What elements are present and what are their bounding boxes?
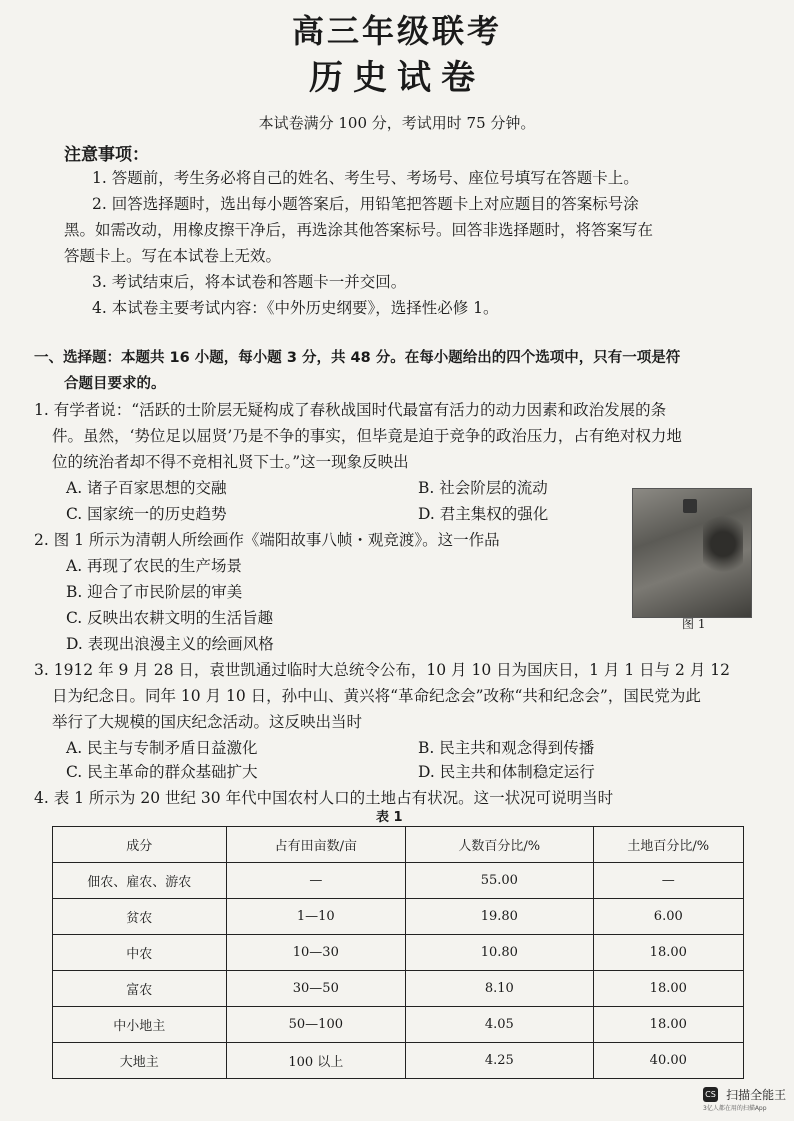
table-cell: 55.00 <box>406 863 594 899</box>
table-cell: 19.80 <box>406 899 594 935</box>
question-1-stem: 1. 有学者说：“活跃的士阶层无疑构成了春秋战国时代最富有活力的动力因素和政治发展的条 <box>34 401 667 419</box>
table-cell: — <box>593 863 743 899</box>
table-cell: 4.25 <box>406 1043 594 1079</box>
question-1-option-c: C. 国家统一的历史趋势 <box>66 505 227 523</box>
question-3-stem: 举行了大规模的国庆纪念活动。这反映出当时 <box>52 713 363 731</box>
table-cell: 100 以上 <box>226 1043 405 1079</box>
table-cell: 40.00 <box>593 1043 743 1079</box>
table-header-cell: 土地百分比/% <box>593 827 743 863</box>
table-row <box>53 971 744 1007</box>
table-cell: 10.80 <box>406 935 594 971</box>
question-1-stem: 件。虽然，‘势位足以屈贤’乃是不争的事实，但毕竟是迫于竞争的政治压力，占有绝对权力地 <box>52 427 682 445</box>
question-1-stem: 位的统治者却不得不竞相礼贤下士。”这一现象反映出 <box>52 453 409 471</box>
table-1-title: 表 1 <box>376 810 403 825</box>
table-row <box>53 863 744 899</box>
table-row <box>53 899 744 935</box>
tree-shape <box>703 509 743 579</box>
table-row <box>53 935 744 971</box>
scanner-tagline: 3亿人都在用的扫描App <box>703 1105 767 1112</box>
notice-line: 4. 本试卷主要考试内容：《中外历史纲要》，选择性必修 1。 <box>92 299 499 317</box>
table-cell: 8.10 <box>406 971 594 1007</box>
question-2-option-d: D. 表现出浪漫主义的绘画风格 <box>66 635 274 653</box>
notice-line: 黑。如需改动，用橡皮擦干净后，再选涂其他答案标号。回答非选择题时，将答案写在 <box>64 221 654 239</box>
figure-1-caption: 图 1 <box>682 617 706 631</box>
table-row <box>53 1007 744 1043</box>
table-1 <box>52 826 744 1079</box>
question-3-stem: 3. 1912 年 9 月 28 日，袁世凯通过临时大总统令公布，10 月 10 日为国庆日，1 月 1 日与 2 月 12 <box>34 661 730 679</box>
table-cell: 10—30 <box>226 935 405 971</box>
table-cell: 18.00 <box>593 971 743 1007</box>
table-cell: 50—100 <box>226 1007 405 1043</box>
table-row <box>53 1043 744 1079</box>
notice-line: 3. 考试结束后，将本试卷和答题卡一并交回。 <box>92 273 407 291</box>
question-3-option-b: B. 民主共和观念得到传播 <box>418 739 595 757</box>
notice-line: 2. 回答选择题时，选出每小题答案后，用铅笔把答题卡上对应题目的答案标号涂 <box>92 195 639 213</box>
exam-title-line2: 历史试卷 <box>309 58 485 98</box>
table-cell: 中小地主 <box>53 1007 227 1043</box>
question-2-option-c: C. 反映出农耕文明的生活旨趣 <box>66 609 274 627</box>
question-4-stem: 4. 表 1 所示为 20 世纪 30 年代中国农村人口的土地占有状况。这一状况可说明当时 <box>34 789 614 807</box>
table-cell: 1—10 <box>226 899 405 935</box>
table-header-cell: 人数百分比/% <box>406 827 594 863</box>
table-cell: 18.00 <box>593 1007 743 1043</box>
notice-line: 1. 答题前，考生务必将自己的姓名、考生号、考场号、座位号填写在答题卡上。 <box>92 169 639 187</box>
question-1-option-b: B. 社会阶层的流动 <box>418 479 548 497</box>
exam-subtitle: 本试卷满分 100 分，考试用时 75 分钟。 <box>258 114 536 132</box>
question-2-stem: 2. 图 1 所示为清朝人所绘画作《端阳故事八帧・观竞渡》。这一作品 <box>34 531 500 549</box>
table-cell: 佃农、雇农、游农 <box>53 863 227 899</box>
table-cell: 4.05 <box>406 1007 594 1043</box>
question-2-option-a: A. 再现了农民的生产场景 <box>66 557 243 575</box>
question-1-option-a: A. 诸子百家思想的交融 <box>66 479 227 497</box>
table-cell: 18.00 <box>593 935 743 971</box>
table-header-cell: 成分 <box>53 827 227 863</box>
question-3-option-c: C. 民主革命的群众基础扩大 <box>66 763 258 781</box>
exam-title-line1: 高三年级联考 <box>291 12 502 50</box>
section-heading-cont: 合题目要求的。 <box>64 376 166 392</box>
table-header-row <box>53 827 744 863</box>
question-1-option-d: D. 君主集权的强化 <box>418 505 549 523</box>
table-cell: 中农 <box>53 935 227 971</box>
question-3-option-d: D. 民主共和体制稳定运行 <box>418 763 595 781</box>
question-3-option-a: A. 民主与专制矛盾日益激化 <box>66 739 258 757</box>
seal-mark <box>683 499 697 513</box>
table-header-cell: 占有田亩数/亩 <box>226 827 405 863</box>
scanner-watermark <box>703 1084 787 1112</box>
scanner-logo-icon: CS <box>703 1087 718 1102</box>
notice-line: 答题卡上。写在本试卷上无效。 <box>64 247 282 265</box>
table-cell: 30—50 <box>226 971 405 1007</box>
table-cell: — <box>226 863 405 899</box>
table-cell: 富农 <box>53 971 227 1007</box>
table-cell: 6.00 <box>593 899 743 935</box>
question-3-stem: 日为纪念日。同年 10 月 10 日，孙中山、黄兴将“革命纪念会”改称“共和纪念会”，国民党为此 <box>52 687 701 705</box>
figure-1-painting <box>632 488 752 618</box>
table-cell: 贫农 <box>53 899 227 935</box>
section-heading: 一、选择题：本题共 16 小题，每小题 3 分，共 48 分。在每小题给出的四个选项中，只有一项是符 <box>34 350 681 366</box>
scanner-app-name: 扫描全能王 <box>726 1088 787 1102</box>
table-cell: 大地主 <box>53 1043 227 1079</box>
notice-heading: 注意事项： <box>64 145 149 165</box>
question-2-option-b: B. 迎合了市民阶层的审美 <box>66 583 243 601</box>
